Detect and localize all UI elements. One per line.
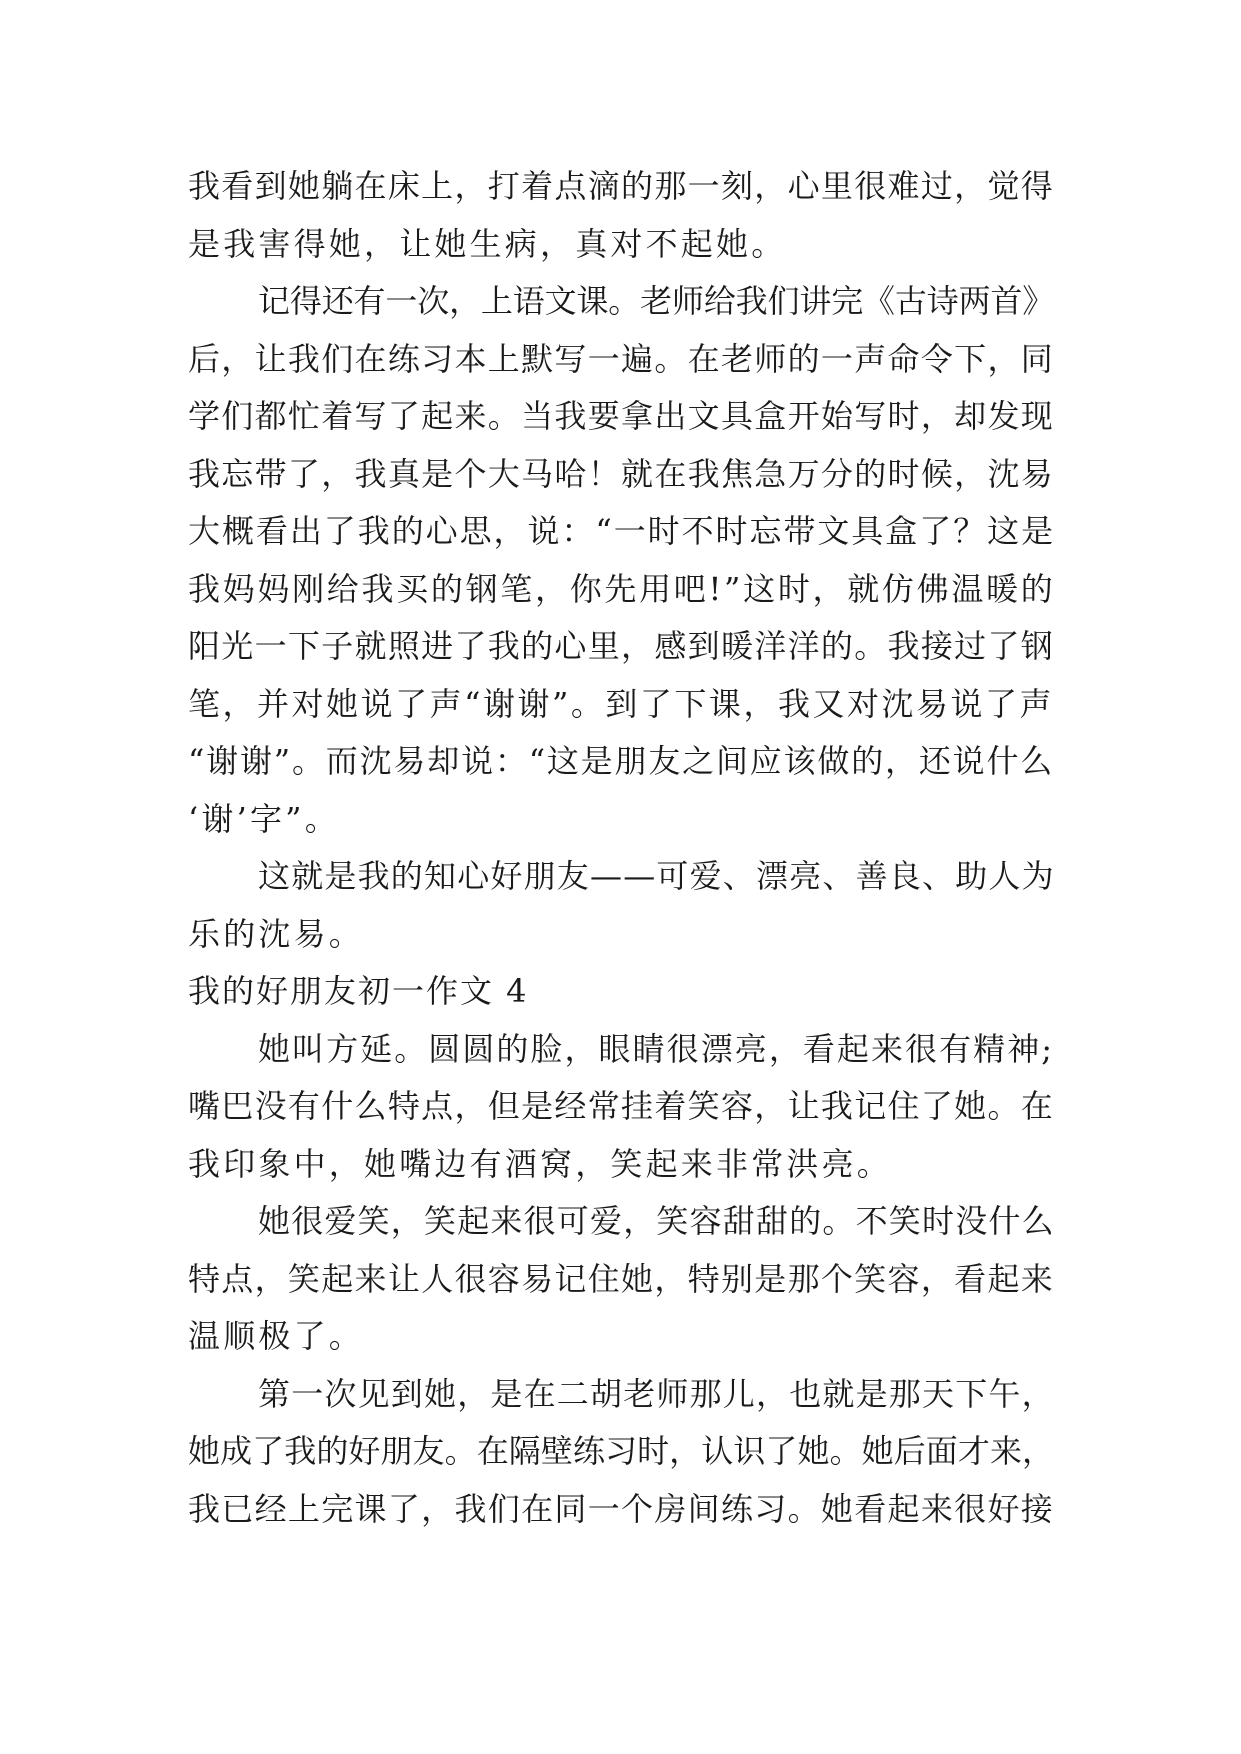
text-line: 后，让我们在练习本上默写一遍。在老师的一声命令下，同 — [188, 339, 1054, 378]
text-line: 我已经上完课了，我们在同一个房间练习。她看起来很好接 — [188, 1489, 1054, 1528]
text-line: 我印象中，她嘴边有酒窝，笑起来非常洪亮。 — [188, 1144, 893, 1183]
text-line: 是我害得她，让她生病，真对不起她。 — [188, 224, 787, 263]
text-line: 她成了我的好朋友。在隔壁练习时，认识了她。她后面才来， — [188, 1432, 1054, 1470]
paragraph-start-line: 这就是我的知心好朋友——可爱、漂亮、善良、助人为 — [258, 857, 1055, 895]
text-line: 温顺极了。 — [188, 1317, 365, 1355]
text-line: 我忘带了，我真是个大马哈！就在我焦急万分的时候，沈易 — [188, 454, 1054, 493]
text-line: ‘谢’字”。 — [188, 799, 340, 838]
text-line: “谢谢”。而沈易却说：“这是朋友之间应该做的，还说什么 — [188, 742, 1054, 780]
text-line: 阳光一下子就照进了我的心里，感到暖洋洋的。我接过了钢 — [188, 627, 1054, 665]
essay-body — [188, 158, 1054, 1538]
section-heading: 我的好朋友初一作文 4 — [188, 972, 529, 1010]
text-line: 乐的沈易。 — [188, 914, 365, 953]
text-line: 学们都忙着写了起来。当我要拿出文具盒开始写时，却发现 — [188, 397, 1054, 435]
text-line: 我妈妈刚给我买的钢笔，你先用吧!”这时，就仿佛温暖的 — [188, 569, 1056, 608]
paragraph-start-line: 她叫方延。圆圆的脸，眼睛很漂亮，看起来很有精神; — [258, 1029, 1054, 1068]
paragraph-start-line: 记得还有一次，上语文课。老师给我们讲完《古诗两首》 — [258, 282, 1054, 320]
text-line: 特点，笑起来让人很容易记住她，特别是那个笑容，看起来 — [188, 1259, 1054, 1298]
text-line: 嘴巴没有什么特点，但是经常挂着笑容，让我记住了她。在 — [188, 1087, 1054, 1125]
text-line: 大概看出了我的心思，说：“一时不时忘带文具盒了？这是 — [188, 512, 1056, 550]
text-line: 我看到她躺在床上，打着点滴的那一刻，心里很难过，觉得 — [188, 167, 1054, 205]
text-line: 笔，并对她说了声“谢谢”。到了下课，我又对沈易说了声 — [188, 684, 1054, 723]
paragraph-start-line: 第一次见到她，是在二胡老师那儿，也就是那天下午， — [258, 1374, 1055, 1413]
paragraph-start-line: 她很爱笑，笑起来很可爱，笑容甜甜的。不笑时没什么 — [258, 1202, 1055, 1240]
